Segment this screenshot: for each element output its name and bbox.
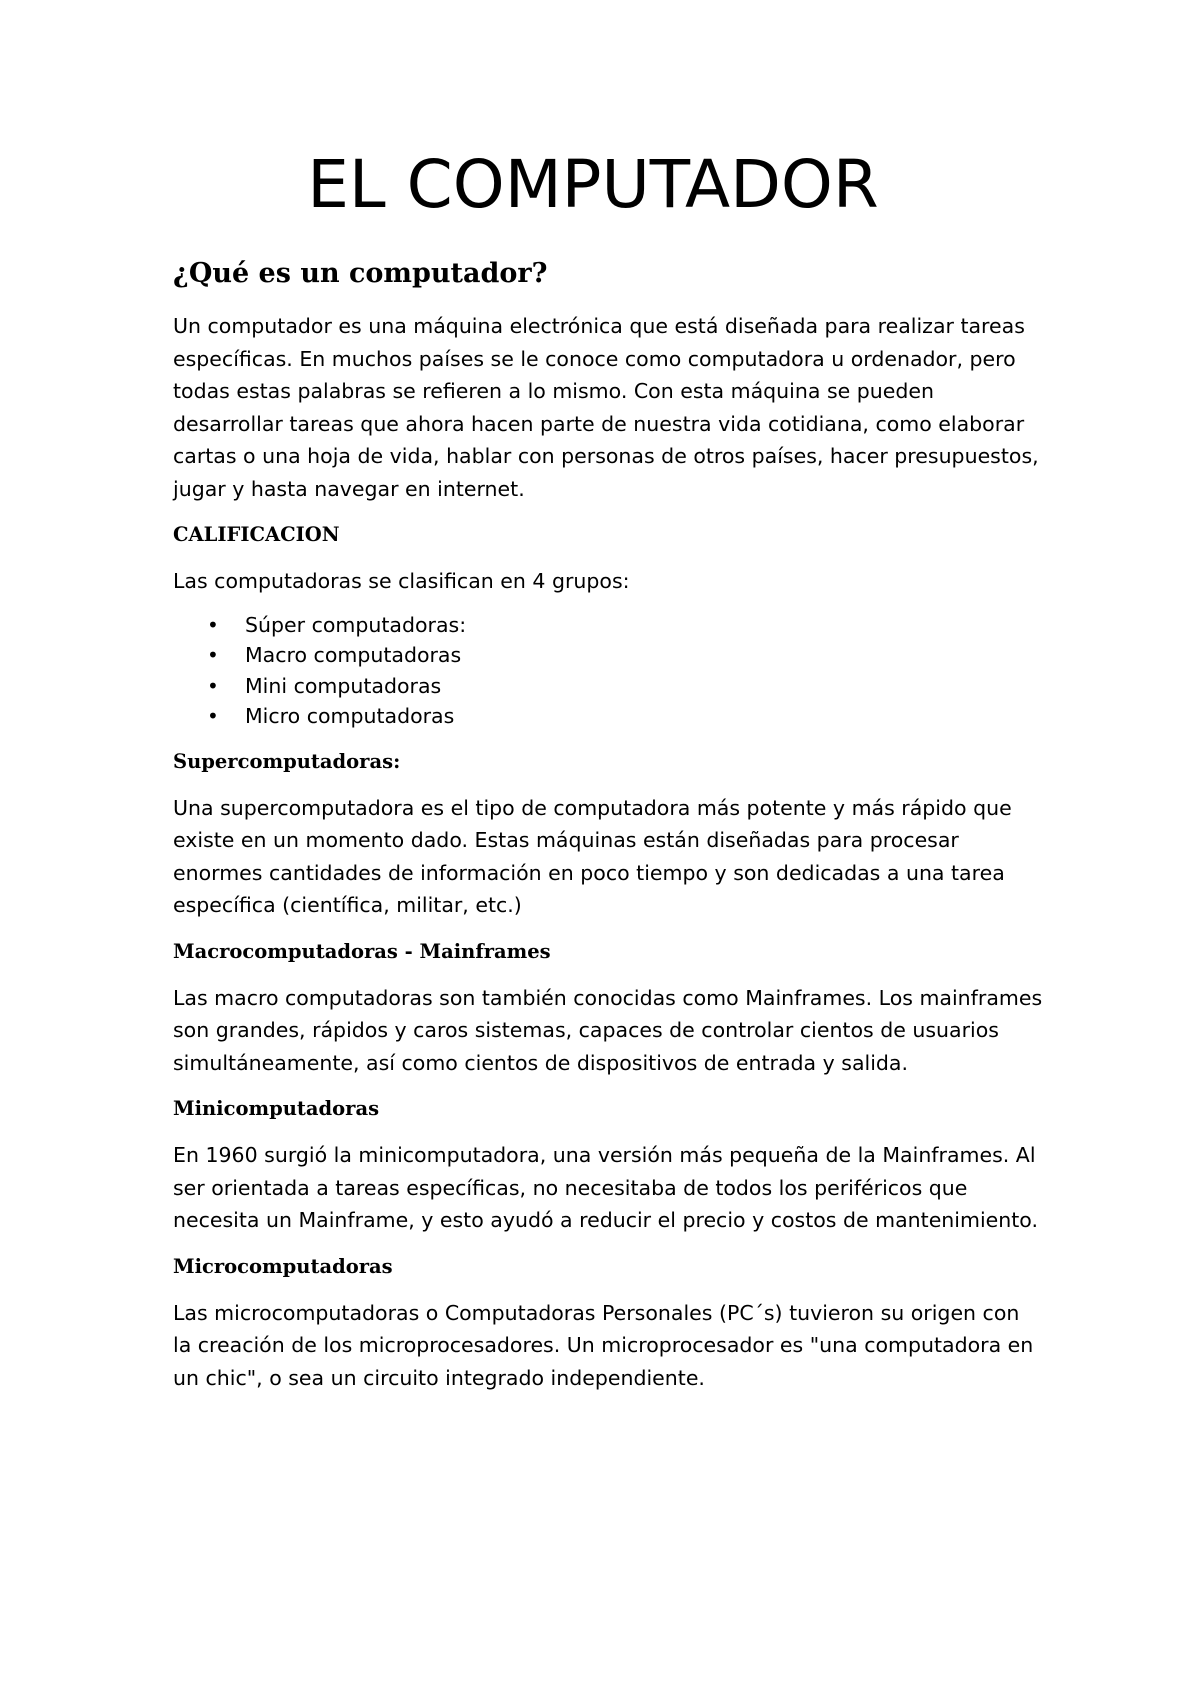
section-heading-macrocomputadoras: Macrocomputadoras - Mainframes (173, 939, 551, 963)
section-heading-minicomputadoras: Minicomputadoras (173, 1097, 380, 1120)
list-item (173, 640, 1043, 671)
list-item (173, 610, 1043, 641)
list-item (173, 701, 1043, 732)
bullet-icon: • (207, 643, 219, 667)
section-text-minicomputadoras: En 1960 surgió la minicomputadora, una versión más pequeña de la Mainframes. Al ser orientada a tareas específicas, no necesitaba de todos los periféricos que necesita un Mainframe, y esto ayudó a reducir el precio y costos de mantenimiento. (173, 1143, 1039, 1232)
section-text-microcomputadoras: Las microcomputadoras o Computadoras Personales (PC´s) tuvieron su origen con la creación de los microprocesadores. Un microprocesador es "una computadora en un chic", o sea un circuito integrado independiente. (173, 1300, 1034, 1390)
list-item-label: Macro computadoras (245, 643, 462, 667)
section-text-macrocomputadoras: Las macro computadoras son también conocidas como Mainframes. Los mainframes son grandes, rápidos y caros sistemas, capaces de controlar cientos de usuarios simultáneamente, así como cientos de dispositivos de entrada y salida. (173, 985, 1043, 1075)
classification-heading: CALIFICACION (173, 523, 340, 546)
list-item-label: Súper computadoras: (245, 612, 467, 637)
list-item (173, 671, 1043, 702)
document-page (173, 140, 1043, 1394)
intro-paragraph: Un computador es una máquina electrónica que está diseñada para realizar tareas específicas. En muchos países se le conoce como computadora u ordenador, pero todas estas palabras se refieren a lo mismo. Con esta máquina se pueden desarrollar tareas que ahora hacen parte de nuestra vida cotidiana, como elaborar cartas o una hoja de vida, hablar con personas de otros países, hacer presupuestos, jugar y hasta navegar en internet. (173, 314, 1039, 501)
main-heading: ¿Qué es un computador? (173, 258, 548, 289)
classification-intro: Las computadoras se clasifican en 4 grupos: (173, 569, 630, 593)
section-heading-supercomputadoras: Supercomputadoras: (173, 749, 401, 773)
bullet-icon: • (207, 612, 219, 637)
section-heading-microcomputadoras: Microcomputadoras (173, 1254, 393, 1278)
list-item-label: Micro computadoras (245, 704, 455, 728)
document-title: EL COMPUTADOR (307, 146, 879, 223)
groups-list (173, 610, 1043, 732)
section-text-supercomputadoras: Una supercomputadora es el tipo de computadora más potente y más rápido que existe en un momento dado. Estas máquinas están diseñadas para procesar enormes cantidades de información en poco tiempo y son dedicadas a una tarea específica (científica, militar, etc.) (173, 795, 1012, 917)
bullet-icon: • (207, 673, 219, 698)
bullet-icon: • (207, 704, 219, 728)
list-item-label: Mini computadoras (245, 673, 442, 698)
